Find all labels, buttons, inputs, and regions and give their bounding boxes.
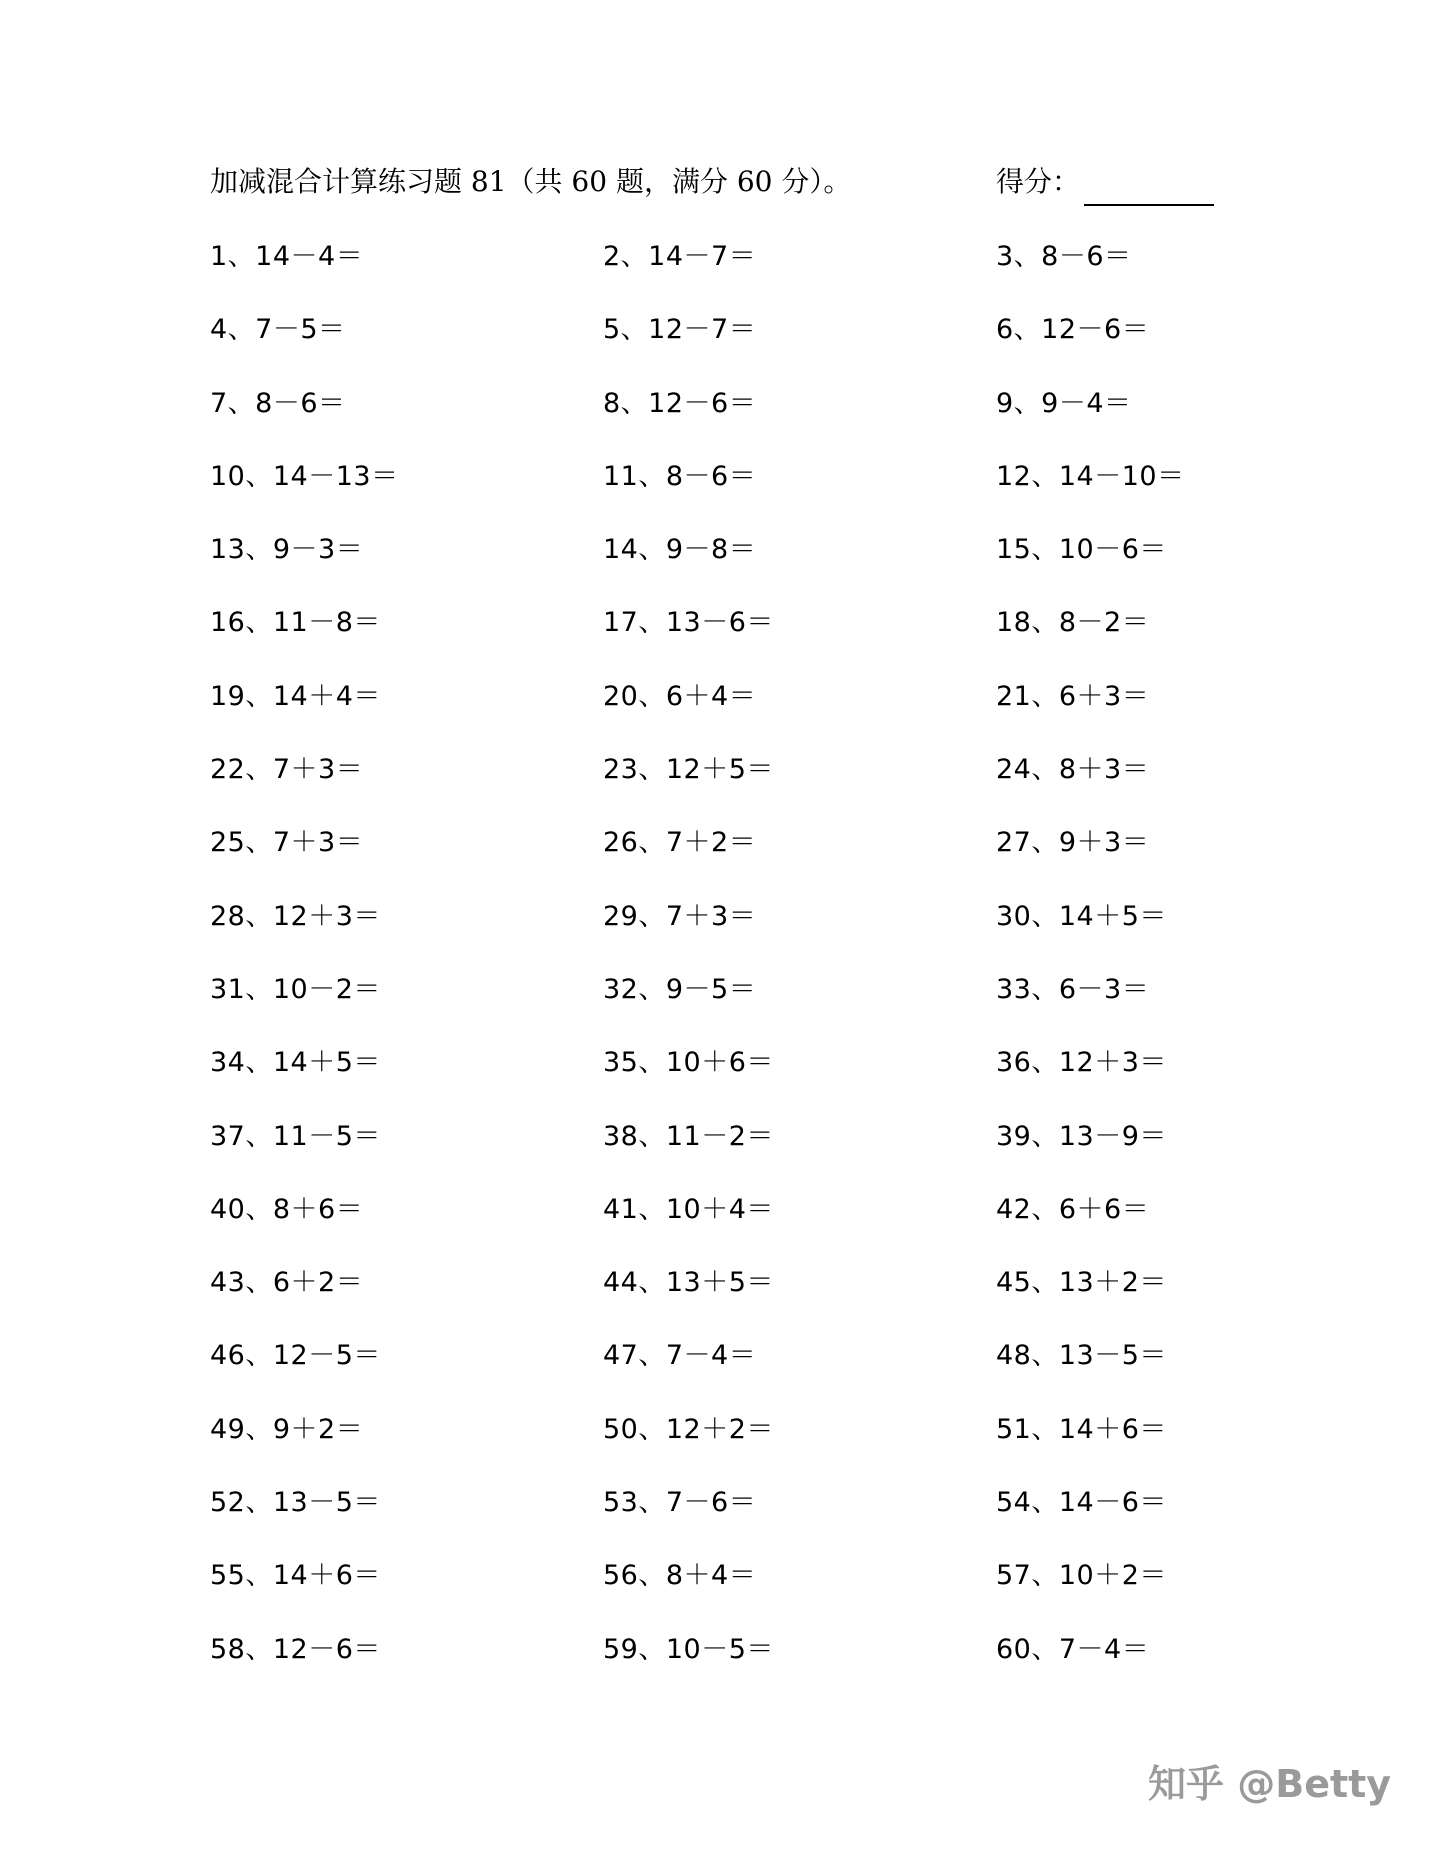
problem-item: 60、7－4＝ xyxy=(996,1633,1150,1665)
problem-item: 32、9－5＝ xyxy=(603,973,757,1005)
problem-item: 14、9－8＝ xyxy=(603,534,757,566)
problem-item: 45、13＋2＝ xyxy=(996,1267,1167,1299)
problem-item: 11、8－6＝ xyxy=(603,460,757,492)
problem-item: 39、13－9＝ xyxy=(996,1120,1167,1152)
problem-item: 51、14＋6＝ xyxy=(996,1413,1167,1445)
problem-item: 28、12＋3＝ xyxy=(210,900,381,932)
problem-item: 8、12－6＝ xyxy=(603,387,757,419)
problem-item: 5、12－7＝ xyxy=(603,314,757,346)
problem-item: 7、8－6＝ xyxy=(210,387,346,419)
problem-item: 10、14－13＝ xyxy=(210,460,399,492)
problem-item: 15、10－6＝ xyxy=(996,534,1167,566)
problem-item: 36、12＋3＝ xyxy=(996,1047,1167,1079)
problem-item: 50、12＋2＝ xyxy=(603,1413,774,1445)
problem-item: 44、13＋5＝ xyxy=(603,1267,774,1299)
problem-item: 31、10－2＝ xyxy=(210,973,381,1005)
problem-item: 41、10＋4＝ xyxy=(603,1193,774,1225)
problem-item: 9、9－4＝ xyxy=(996,387,1132,419)
problem-item: 27、9＋3＝ xyxy=(996,827,1150,859)
problem-item: 4、7－5＝ xyxy=(210,314,346,346)
problem-item: 46、12－5＝ xyxy=(210,1340,381,1372)
worksheet-header xyxy=(210,158,1260,208)
watermark: 知乎 @Betty xyxy=(1148,1762,1392,1806)
score-label: 得分： xyxy=(996,165,1081,198)
problem-item: 38、11－2＝ xyxy=(603,1120,774,1152)
problem-item: 47、7－4＝ xyxy=(603,1340,757,1372)
problem-item: 58、12－6＝ xyxy=(210,1633,381,1665)
problem-grid xyxy=(210,233,1250,1699)
problem-item: 3、8－6＝ xyxy=(996,241,1132,272)
problem-item: 52、13－5＝ xyxy=(210,1487,381,1519)
problem-item: 20、6＋4＝ xyxy=(603,680,757,712)
problem-item: 19、14＋4＝ xyxy=(210,680,381,712)
problem-item: 37、11－5＝ xyxy=(210,1120,381,1152)
problem-item: 53、7－6＝ xyxy=(603,1487,757,1519)
problem-item: 57、10＋2＝ xyxy=(996,1560,1167,1592)
problem-item: 56、8＋4＝ xyxy=(603,1560,757,1592)
problem-item: 23、12＋5＝ xyxy=(603,754,774,786)
problem-item: 34、14＋5＝ xyxy=(210,1047,381,1079)
problem-item: 48、13－5＝ xyxy=(996,1340,1167,1372)
problem-item: 33、6－3＝ xyxy=(996,973,1150,1005)
problem-item: 54、14－6＝ xyxy=(996,1487,1167,1519)
problem-item: 12、14－10＝ xyxy=(996,460,1185,492)
problem-item: 13、9－3＝ xyxy=(210,534,364,566)
problem-item: 24、8＋3＝ xyxy=(996,754,1150,786)
problem-item: 35、10＋6＝ xyxy=(603,1047,774,1079)
problem-item: 55、14＋6＝ xyxy=(210,1560,381,1592)
problem-item: 29、7＋3＝ xyxy=(603,900,757,932)
problem-item: 25、7＋3＝ xyxy=(210,827,364,859)
problem-item: 1、14－4＝ xyxy=(210,241,364,272)
problem-item: 21、6＋3＝ xyxy=(996,680,1150,712)
problem-item: 26、7＋2＝ xyxy=(603,827,757,859)
problem-item: 30、14＋5＝ xyxy=(996,900,1167,932)
problem-item: 49、9＋2＝ xyxy=(210,1413,364,1445)
score-blank-line xyxy=(1084,168,1214,206)
score-field xyxy=(996,158,1214,206)
problem-item: 6、12－6＝ xyxy=(996,314,1150,346)
problem-item: 40、8＋6＝ xyxy=(210,1193,364,1225)
problem-item: 18、8－2＝ xyxy=(996,607,1150,639)
problem-item: 43、6＋2＝ xyxy=(210,1267,364,1299)
problem-item: 42、6＋6＝ xyxy=(996,1193,1150,1225)
problem-item: 17、13－6＝ xyxy=(603,607,774,639)
problem-item: 22、7＋3＝ xyxy=(210,754,364,786)
problem-item: 16、11－8＝ xyxy=(210,607,381,639)
problem-item: 59、10－5＝ xyxy=(603,1633,774,1665)
worksheet-title: 加减混合计算练习题 81（共 60 题，满分 60 分）。 xyxy=(210,165,852,198)
problem-item: 2、14－7＝ xyxy=(603,241,757,272)
